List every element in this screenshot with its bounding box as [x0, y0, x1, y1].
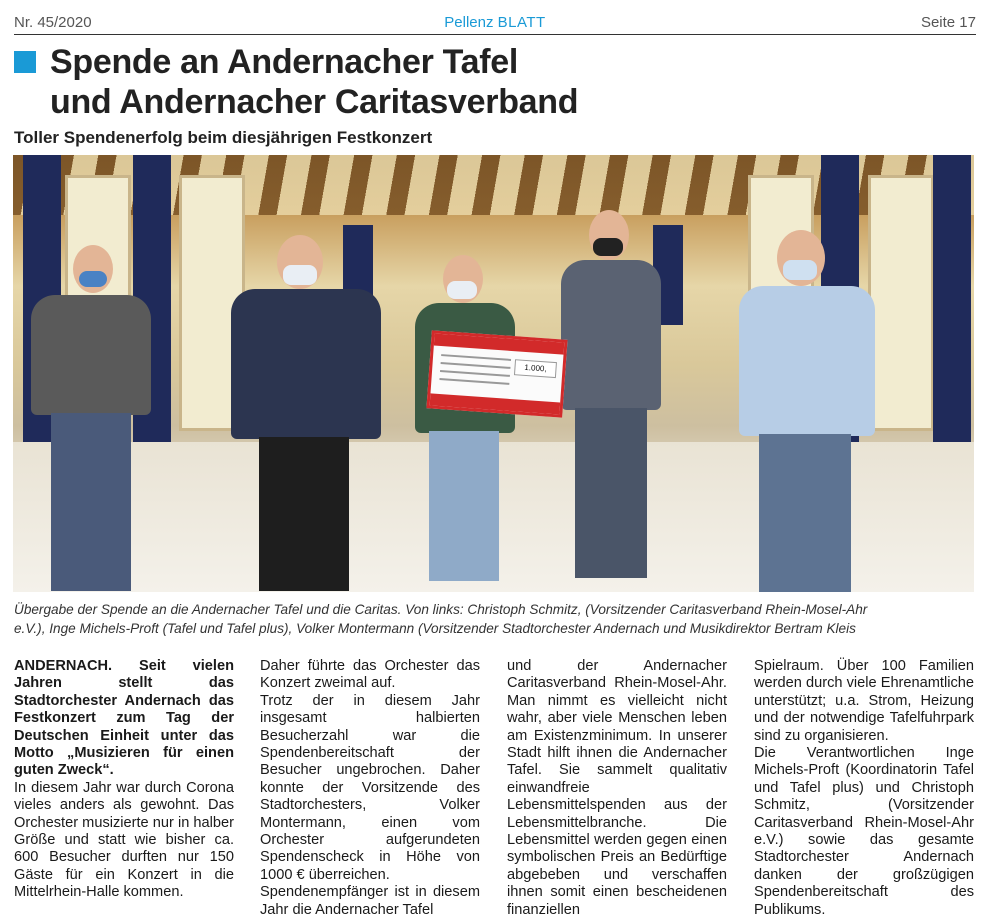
photo-caption	[14, 600, 976, 638]
publication-name	[14, 14, 976, 31]
photo-window	[868, 175, 934, 431]
section-square-icon	[14, 51, 36, 73]
brand-suffix: BLATT	[497, 14, 546, 31]
article-column-3	[507, 658, 727, 919]
cheque-amount: 1.000,	[514, 359, 557, 378]
page-header	[14, 10, 976, 35]
article-paragraph: und der Andernacher Caritasverband Rhein-Mosel-Ahr. Man nimmt es vielleicht nicht wahr, aber viele Menschen leben am Existenzminimum. In unserer Stadt hilft ihnen die Andernacher Tafel. Sie sammelt qualitativ einwandfreie Lebensmittelspenden aus der Lebensmittelbranche. Die Lebensmittel werden gegen einen symbolischen Preis an Bedürftige abgebeben und verschaffen ihnen somit einen bescheidenen finanziellen	[507, 658, 727, 918]
article-paragraph: Trotz der in diesem Jahr insgesamt halbierten Besucherzahl war die Spendenbereitschaft der Besucher ungebrochen. Daher konnte der Vorsitzende des Stadtorchesters, Volker Montermann, einen vom Orchester aufgerundeten Spendenscheck in Höhe von 1000 € überreichen.	[260, 692, 480, 883]
page-number: Seite 17	[920, 14, 976, 31]
article-paragraph: Spendenempfänger ist in diesem Jahr die Andernacher Tafel	[260, 884, 480, 918]
article-paragraph: In diesem Jahr war durch Corona vieles anders als gewohnt. Das Orchester musizierte nur in halber Größe und statt wie bisher ca. 600 Besucher durften nur 150 Gäste für ein Konzert in die Mittelrhein-Halle kommen.	[14, 779, 234, 901]
headline-line-2: und Andernacher Caritasverband	[50, 83, 579, 121]
article-paragraph: Die Verantwortlichen Inge Michels-Proft (Koordinatorin Tafel und Tafel plus) und Christoph Schmitz, (Vorsitzender Caritasverband Rhein-Mosel-Ahr e.V.) sowie das gesamte Stadtorchester Andernach danken der großzügigen Spendenbereitschaft des Publikums.	[754, 745, 974, 918]
article-paragraph: Daher führte das Orchester das Konzert zweimal auf.	[260, 658, 480, 692]
article-column-1	[14, 658, 234, 902]
article-paragraph: Spielraum. Über 100 Familien werden durch viele Ehrenamtliche unterstützt; u.a. Strom, Heizung und der notwendige Tafelfuhrpark sind zu organisieren.	[754, 658, 974, 744]
photo-curtain	[933, 155, 971, 455]
article-subheadline: Toller Spendenerfolg beim diesjährigen Festkonzert	[14, 128, 433, 147]
caption-line-1: Übergabe der Spende an die Andernacher Tafel und die Caritas. Von links: Christoph Schmitz, (Vorsitzender Caritasverband Rhein-Mosel-Ahr	[14, 602, 868, 617]
donation-cheque	[426, 330, 567, 417]
issue-number: Nr. 45/2020	[14, 14, 92, 31]
caption-line-2: e.V.), Inge Michels-Proft (Tafel und Tafel plus), Volker Montermann (Vorsitzender Stadtorchester Andernach und Musikdirektor Bertram Kleis	[14, 621, 856, 636]
article-photo	[13, 155, 974, 592]
brand-name: Pellenz	[444, 14, 494, 31]
headline-line-1: Spende an Andernacher Tafel	[50, 43, 519, 81]
article-body	[14, 658, 976, 918]
article-headline	[50, 42, 578, 122]
article-column-4	[754, 658, 974, 919]
article-lead: ANDERNACH. Seit vielen Jahren stellt das Stadtorchester Andernach das Festkonzert zum Tag der Deutschen Einheit unter das Motto „Musizieren für einen guten Zweck“.	[14, 658, 234, 779]
article-column-2	[260, 658, 480, 919]
